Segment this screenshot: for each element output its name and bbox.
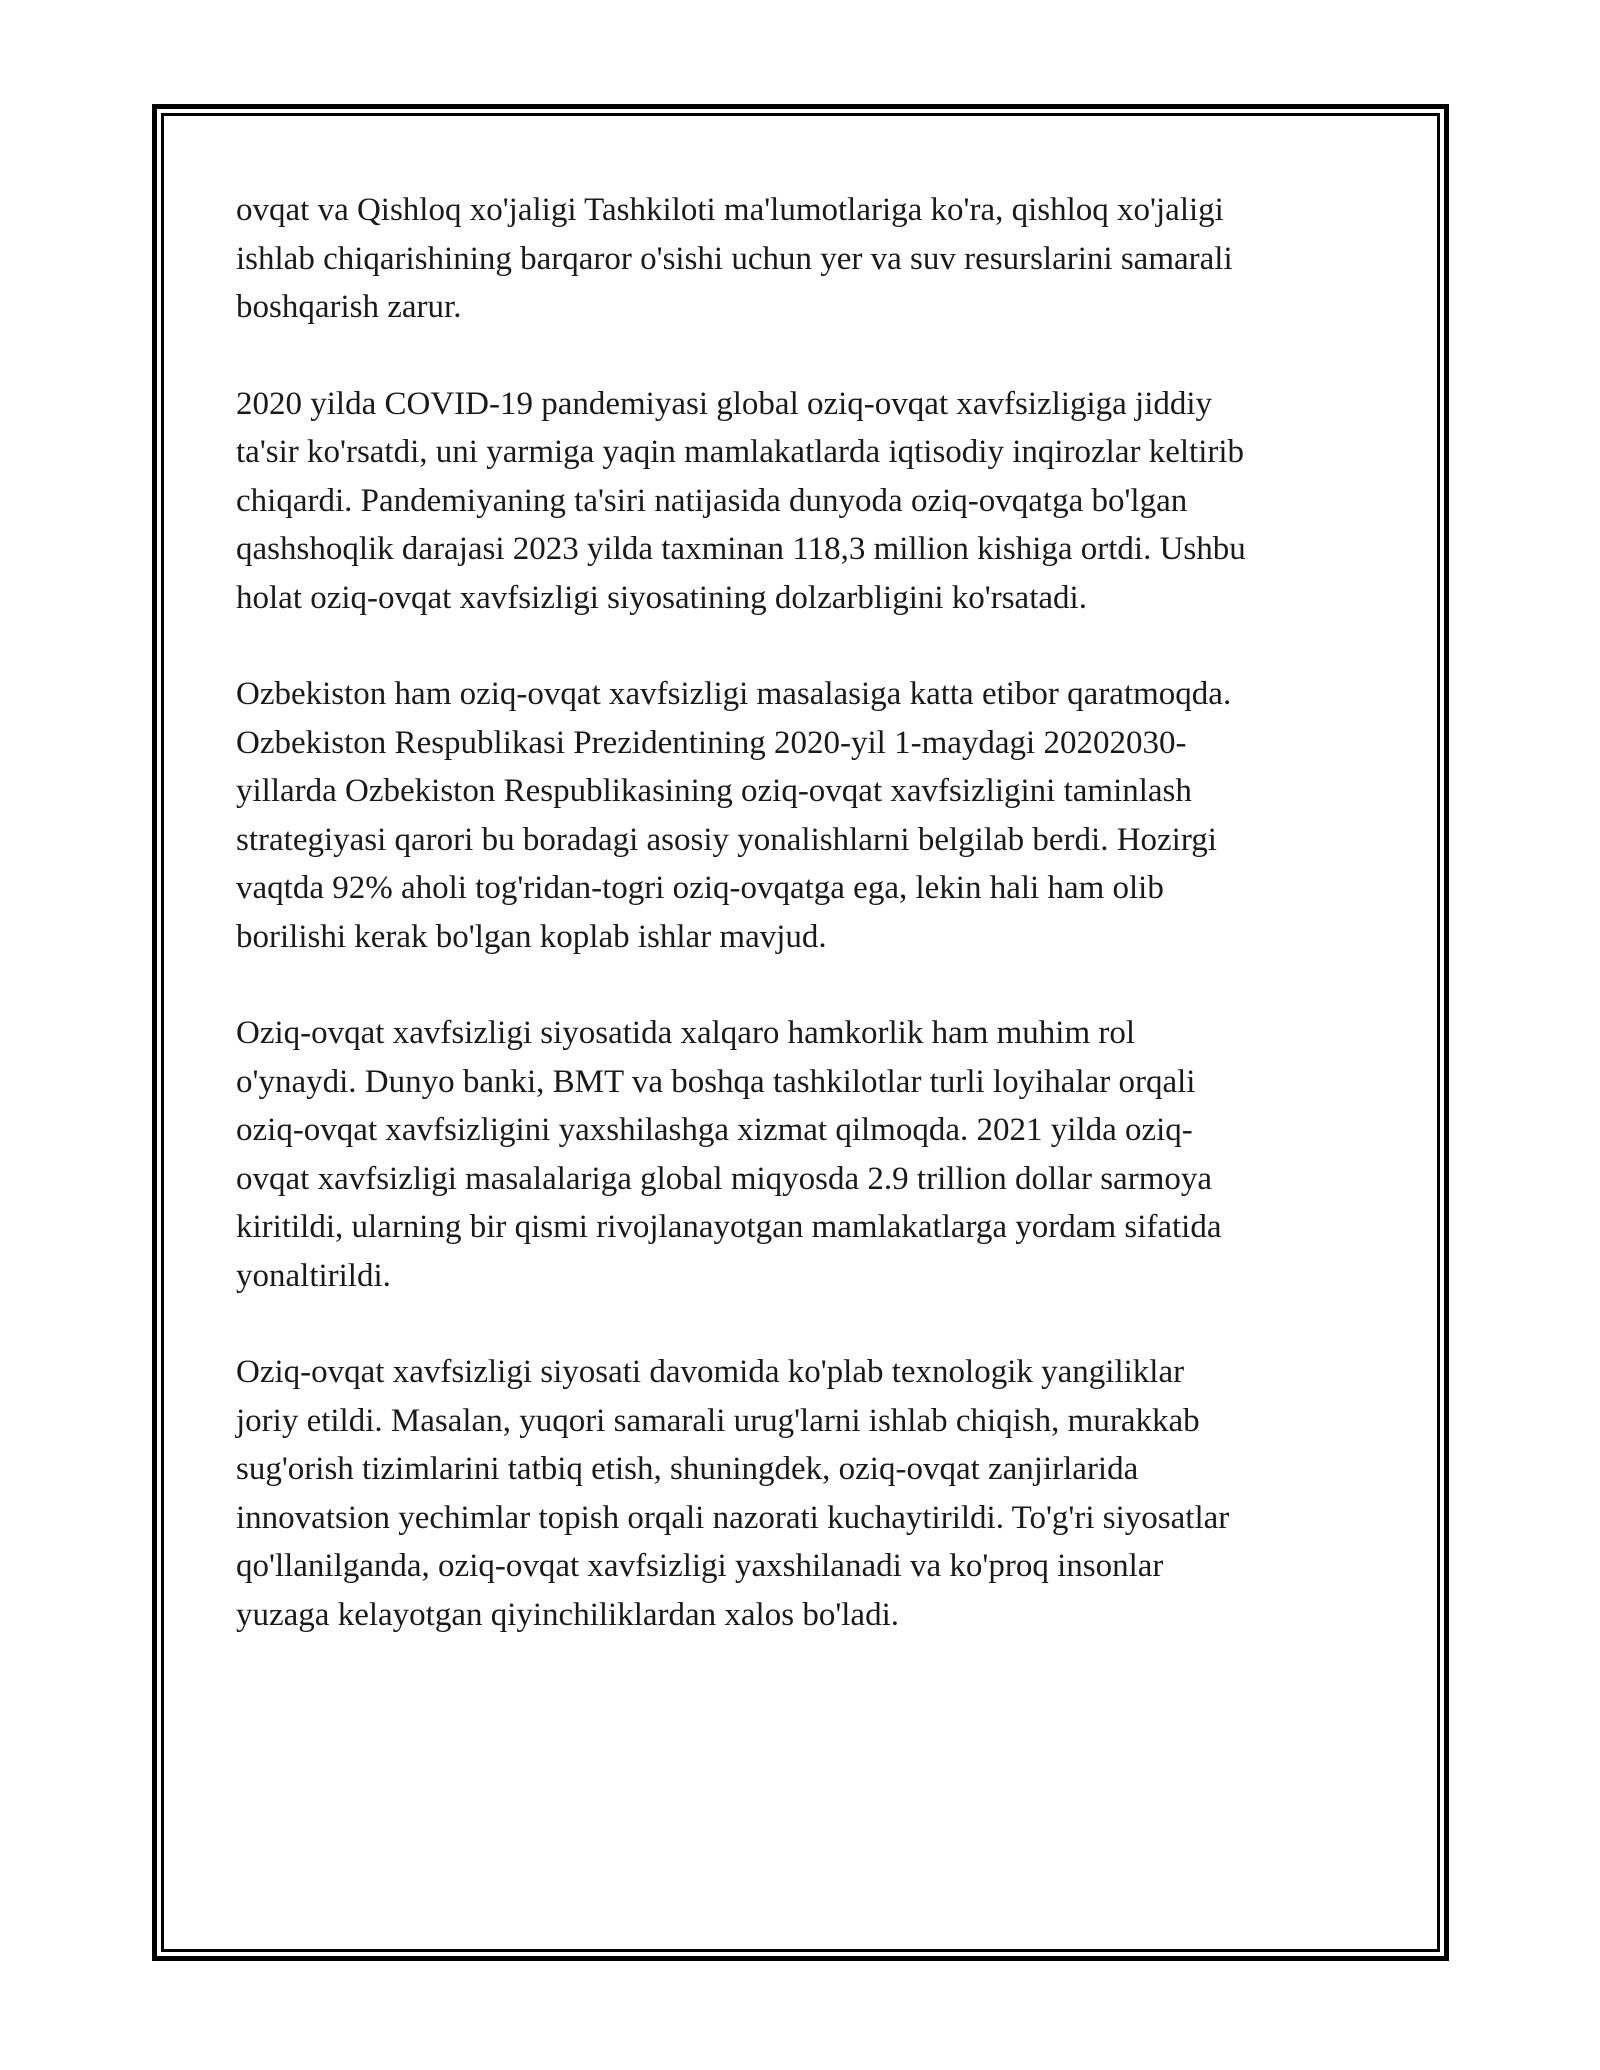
paragraph-1: ovqat va Qishloq xo'jaligi Tashkiloti ma'lumotlariga ko'ra, qishloq xo'jaligi ishlab chiqarishining barqaror o'sishi uchun yer va suv resurslarini samarali boshqarish zarur. (236, 192, 1233, 325)
document-body (236, 186, 1366, 1687)
paragraph-4: Oziq-ovqat xavfsizligi siyosatida xalqaro hamkorlik ham muhim rol o'ynaydi. Dunyo banki, BMT va boshqa tashkilotlar turli loyihalar orqali oziq-ovqat xavfsizligini yaxshilashga xizmat qilmoqda. 2021 yilda oziq- ovqat xavfsizligi masalalariga global miqyosda 2.9 trillion dollar sarmoya kiritildi, ularning bir qismi rivojlanayotgan mamlakatlarga yordam sifatida yonaltirildi. (236, 1015, 1222, 1294)
paragraph-3: Ozbekiston ham oziq-ovqat xavfsizligi masalasiga katta etibor qaratmoqda. Ozbekiston Respublikasi Prezidentining 2020-yil 1-maydagi 20202030- yillarda Ozbekiston Respublikasining oziq-ovqat xavfsizligini taminlash strategiyasi qarori bu boradagi asosiy yonalishlarni belgilab berdi. Hozirgi vaqtda 92% aholi tog'ridan-togri oziq-ovqatga ega, lekin hali ham olib borilishi kerak bo'lgan koplab ishlar mavjud. (236, 676, 1232, 955)
paragraph-2: 2020 yilda COVID-19 pandemiyasi global oziq-ovqat xavfsizligiga jiddiy ta'sir ko'rsatdi, uni yarmiga yaqin mamlakatlarda iqtisodiy inqirozlar keltirib chiqardi. Pandemiyaning ta'siri natijasida dunyoda oziq-ovqatga bo'lgan qashshoqlik darajasi 2023 yilda taxminan 118,3 million kishiga ortdi. Ushbu holat oziq-ovqat xavfsizligi siyosatining dolzarbligini ko'rsatadi. (236, 385, 1246, 616)
paragraph-5: Oziq-ovqat xavfsizligi siyosati davomida ko'plab texnologik yangiliklar joriy etildi. Masalan, yuqori samarali urug'larni ishlab chiqish, murakkab sug'orish tizimlarini tatbiq etish, shuningdek, oziq-ovqat zanjirlarida innovatsion yechimlar topish orqali nazorati kuchaytirildi. To'g'ri siyosatlar qo'llanilganda, oziq-ovqat xavfsizligi yaxshilanadi va ko'proq insonlar yuzaga kelayotgan qiyinchiliklardan xalos bo'ladi. (236, 1354, 1230, 1633)
